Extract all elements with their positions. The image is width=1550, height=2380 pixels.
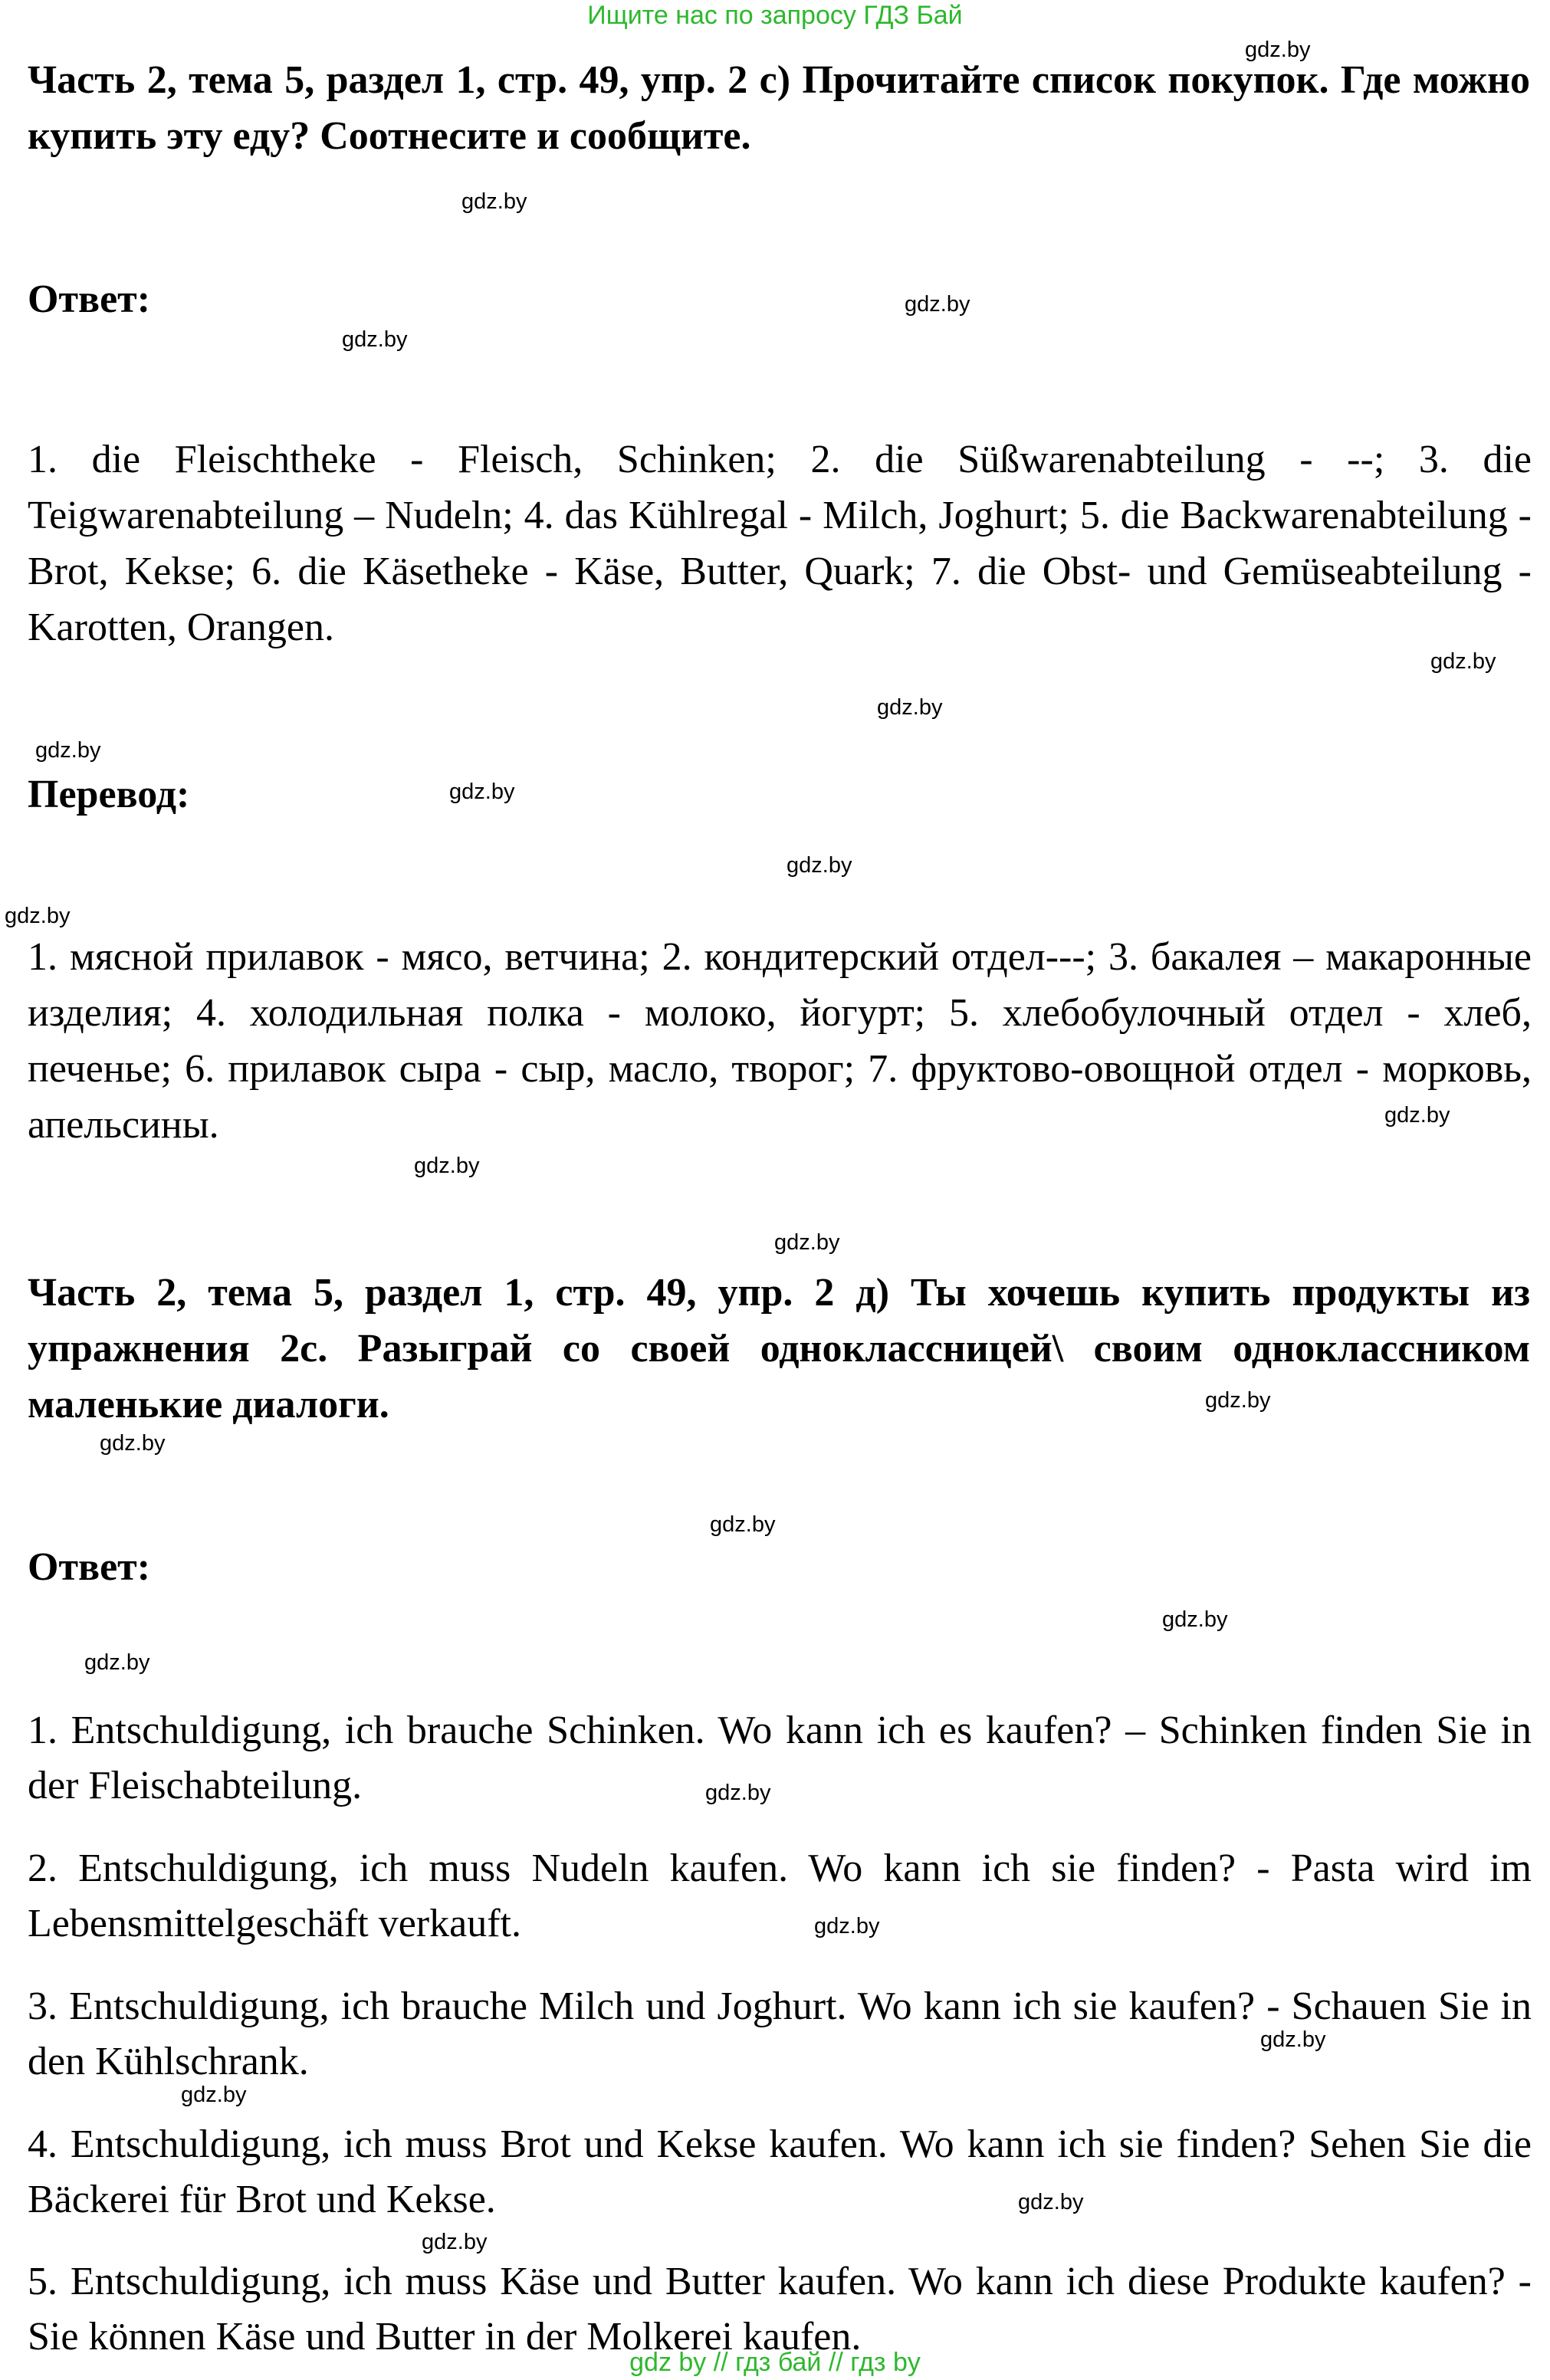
section2-answer-label: Ответ: — [28, 1545, 151, 1589]
watermark: gdz.by — [1430, 649, 1496, 674]
watermark: gdz.by — [449, 780, 515, 804]
watermark: gdz.by — [814, 1914, 880, 1938]
dialog-item: 3. Entschuldigung, ich brauche Milch und Joghurt. Wo kann ich sie kaufen? - Schauen Sie in den Kühlschrank. — [28, 1984, 1532, 2083]
dialog-item: 4. Entschuldigung, ich muss Brot und Kekse kaufen. Wo kann ich sie finden? Sehen Sie die Bäckerei für Brot und Kekse. — [28, 2122, 1532, 2221]
watermark: gdz.by — [35, 738, 101, 763]
section1-translation-label: Перевод: — [28, 773, 190, 816]
watermark: gdz.by — [710, 1512, 776, 1537]
watermark: gdz.by — [1018, 2190, 1084, 2214]
watermark: gdz.by — [414, 1154, 480, 1178]
section1-translation-text: 1. мясной прилавок - мясо, ветчина; 2. кондитерский отдел---; 3. бакалея – макаронные изделия; 4. холодильная полка - молоко, йогурт; 5. хлебобулочный отдел - хлеб, печенье; 6. прилавок сыра - сыр, масло, творог; 7. фруктово-овощной отдел - морковь, апельсины. — [28, 935, 1532, 1147]
watermark: gdz.by — [1245, 38, 1311, 62]
watermark: gdz.by — [774, 1230, 840, 1255]
section1-answer-label: Ответ: — [28, 277, 151, 321]
watermark: gdz.by — [877, 695, 943, 720]
section1-heading: Часть 2, тема 5, раздел 1, стр. 49, упр. 2 с) Прочитайте список покупок. Где можно купить эту еду? Соотнесите и сообщите. — [28, 58, 1530, 158]
watermark: gdz.by — [100, 1431, 166, 1456]
dialog-item: 5. Entschuldigung, ich muss Käse und Butter kaufen. Wo kann ich diese Produkte kaufen? - Sie können Käse und Butter in der Molkerei kaufen. — [28, 2260, 1532, 2359]
watermark: gdz.by — [1162, 1607, 1228, 1632]
watermark: gdz.by — [461, 189, 527, 214]
top-banner[interactable]: Ищите нас по запросу ГДЗ Бай — [587, 1, 963, 30]
watermark: gdz.by — [1384, 1103, 1450, 1128]
watermark: gdz.by — [786, 853, 852, 878]
section1-answer-text: 1. die Fleischtheke - Fleisch, Schinken; 2. die Süßwarenabteilung - --; 3. die Teigwarenabteilung – Nudeln; 4. das Kühlregal - Milch, Joghurt; 5. die Backwarenabteilung - Brot, Kekse; 6. die Käsetheke - Käse, Butter, Quark; 7. die Obst- und Gemüseabteilung - Karotten, Orangen. — [28, 438, 1532, 649]
watermark: gdz.by — [342, 327, 408, 352]
section2-heading: Часть 2, тема 5, раздел 1, стр. 49, упр. 2 д) Ты хочешь купить продукты из упражнения 2с. Разыграй со своей одноклассницей\ своим одноклассником маленькие диалоги. — [28, 1271, 1530, 1426]
watermark: gdz.by — [705, 1781, 771, 1805]
watermark: gdz.by — [422, 2230, 488, 2254]
watermark: gdz.by — [5, 904, 71, 928]
dialog-item: 2. Entschuldigung, ich muss Nudeln kaufen. Wo kann ich sie finden? - Pasta wird im Lebensmittelgeschäft verkauft. — [28, 1847, 1532, 1945]
watermark: gdz.by — [84, 1650, 150, 1675]
watermark: gdz.by — [181, 2083, 247, 2107]
watermark: gdz.by — [905, 292, 970, 317]
watermark: gdz.by — [1260, 2027, 1326, 2052]
watermark: gdz.by — [1205, 1388, 1271, 1413]
bottom-banner[interactable]: gdz by // гдз бай // гдз by — [629, 2348, 921, 2377]
dialog-item: 1. Entschuldigung, ich brauche Schinken. Wo kann ich es kaufen? – Schinken finden Sie in der Fleischabteilung. — [28, 1709, 1532, 1807]
